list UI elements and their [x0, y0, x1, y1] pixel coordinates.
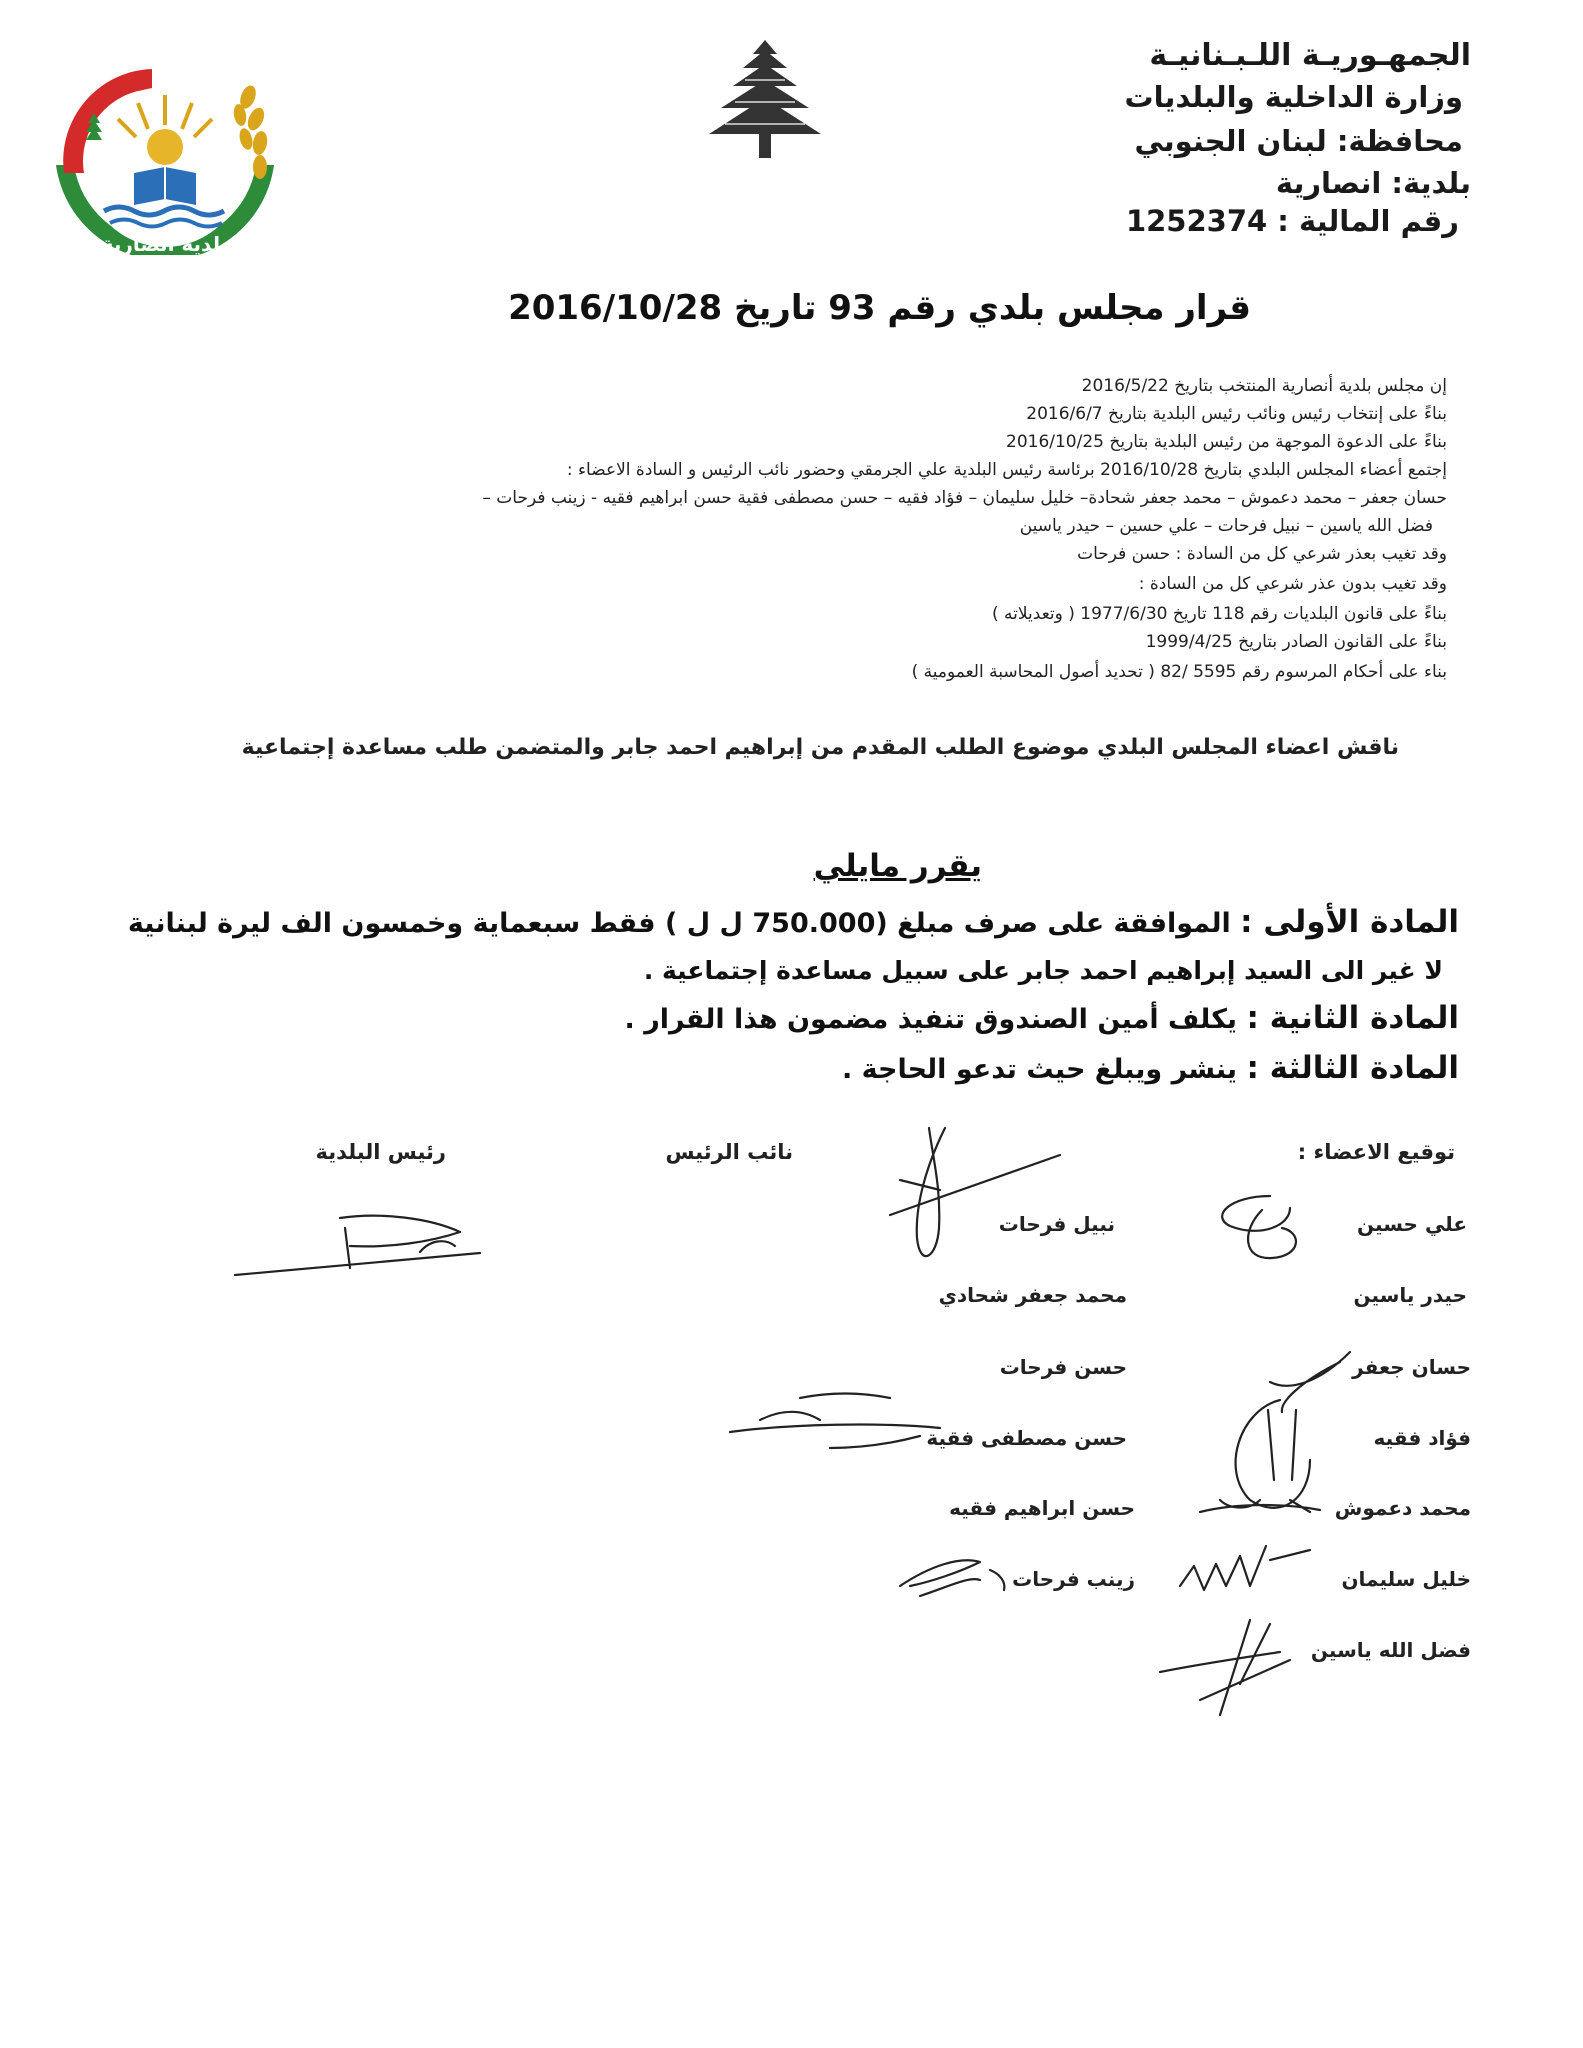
mayor-label: رئيس البلدية [315, 1140, 446, 1164]
member-name: حسان جعفر [1352, 1355, 1471, 1379]
member-name: فؤاد فقيه [1373, 1426, 1471, 1450]
member-signature [1270, 1352, 1350, 1412]
member-name: محمد دعموش [1334, 1496, 1471, 1520]
law-reference-line: بناءً على قانون البلديات رقم 118 تاريخ 1977/6/30 ( وتعديلاته ) [992, 604, 1447, 624]
republic-heading: الجمهـوريـة اللـبـنانيـة [1149, 38, 1471, 73]
article-1-label: المادة الأولى : [1240, 904, 1459, 940]
member-signature [900, 1560, 1004, 1596]
article-2-label: المادة الثانية : [1246, 1000, 1459, 1036]
logo-text: بلدية أنصارية [101, 232, 229, 255]
attending-members-line-2: فضل الله ياسين – نبيل فرحات – علي حسين – حيدر ياسين [1019, 516, 1433, 536]
members-signature-label: توقيع الاعضاء : [1297, 1140, 1455, 1164]
financial-number: رقم المالية : 1252374 [1125, 204, 1459, 238]
ministry-heading: وزارة الداخلية والبلديات [1124, 80, 1463, 114]
municipality-heading: بلدية: انصارية [1275, 166, 1471, 200]
article-2-text: يكلف أمين الصندوق تنفيذ مضمون هذا القرار . [624, 1004, 1238, 1035]
member-name: حيدر ياسين [1353, 1283, 1467, 1307]
member-signature [730, 1394, 940, 1449]
member-signature [1236, 1400, 1310, 1508]
decision-title: قرار مجلس بلدي رقم 93 تاريخ 2016/10/28 [508, 288, 1251, 328]
excused-absence-line: وقد تغيب بعذر شرعي كل من السادة : حسن فرحات [1077, 544, 1447, 564]
member-signature [1200, 1500, 1320, 1512]
member-name: نبيل فرحات [998, 1212, 1115, 1236]
preamble-line-2: بناءً على إنتخاب رئيس ونائب رئيس البلدية بتاريخ 2016/6/7 [1026, 404, 1447, 424]
governorate-heading: محافظة: لبنان الجنوبي [1134, 124, 1463, 158]
deputy-signature [890, 1128, 1060, 1256]
article-1-text: الموافقة على صرف مبلغ (750.000 ل ل ) فقط سبعماية وخمسون الف ليرة لبنانية [127, 908, 1231, 939]
member-name: حسن فرحات [999, 1355, 1127, 1379]
member-signature [1160, 1620, 1290, 1715]
preamble-line-4: إجتمع أعضاء المجلس البلدي بتاريخ 2016/10/28 برئاسة رئيس البلدية علي الجرمقي وحضور نائب الرئيس و السادة الاعضاء : [566, 460, 1447, 480]
member-name: حسن مصطفى فقية [926, 1426, 1127, 1450]
member-signature [1180, 1546, 1310, 1590]
article-3-text: ينشر ويبلغ حيث تدعو الحاجة . [841, 1054, 1238, 1085]
member-name: زينب فرحات [1012, 1567, 1135, 1591]
discussion-paragraph: ناقش اعضاء المجلس البلدي موضوع الطلب المقدم من إبراهيم احمد جابر والمتضمن طلب مساعدة إجتماعية [241, 735, 1399, 760]
member-name: خليل سليمان [1341, 1567, 1471, 1591]
decides-heading: يقرر مايلي [813, 848, 982, 884]
preamble-line-1: إن مجلس بلدية أنصارية المنتخب بتاريخ 2016/5/22 [1081, 376, 1447, 396]
member-name: علي حسين [1357, 1212, 1467, 1236]
decree-reference-line: بناء على أحكام المرسوم رقم 5595 /82 ( تحديد أصول المحاسبة العمومية ) [911, 662, 1447, 682]
preamble-line-3: بناءً على الدعوة الموجهة من رئيس البلدية بتاريخ 2016/10/25 [1006, 432, 1447, 452]
attending-members-line-1: حسان جعفر – محمد دعموش – محمد جعفر شحادة– خليل سليمان – فؤاد فقيه – حسن مصطفى فقية حسن ابراهيم فقيه - زينب فرحات – [482, 488, 1447, 508]
member-signature [1222, 1196, 1296, 1258]
member-name: حسن ابراهيم فقيه [949, 1496, 1135, 1520]
deputy-mayor-label: نائب الرئيس [665, 1140, 793, 1164]
article-3-label: المادة الثالثة : [1246, 1050, 1459, 1086]
law-date-line: بناءً على القانون الصادر بتاريخ 1999/4/25 [1145, 632, 1447, 652]
mayor-signature [235, 1216, 480, 1275]
article-1-continued: لا غير الى السيد إبراهيم احمد جابر على سبيل مساعدة إجتماعية . [643, 956, 1443, 985]
member-name: فضل الله ياسين [1310, 1638, 1471, 1662]
member-name: محمد جعفر شحادي [938, 1283, 1127, 1307]
unexcused-absence-line: وقد تغيب بدون عذر شرعي كل من السادة : [1138, 574, 1447, 594]
